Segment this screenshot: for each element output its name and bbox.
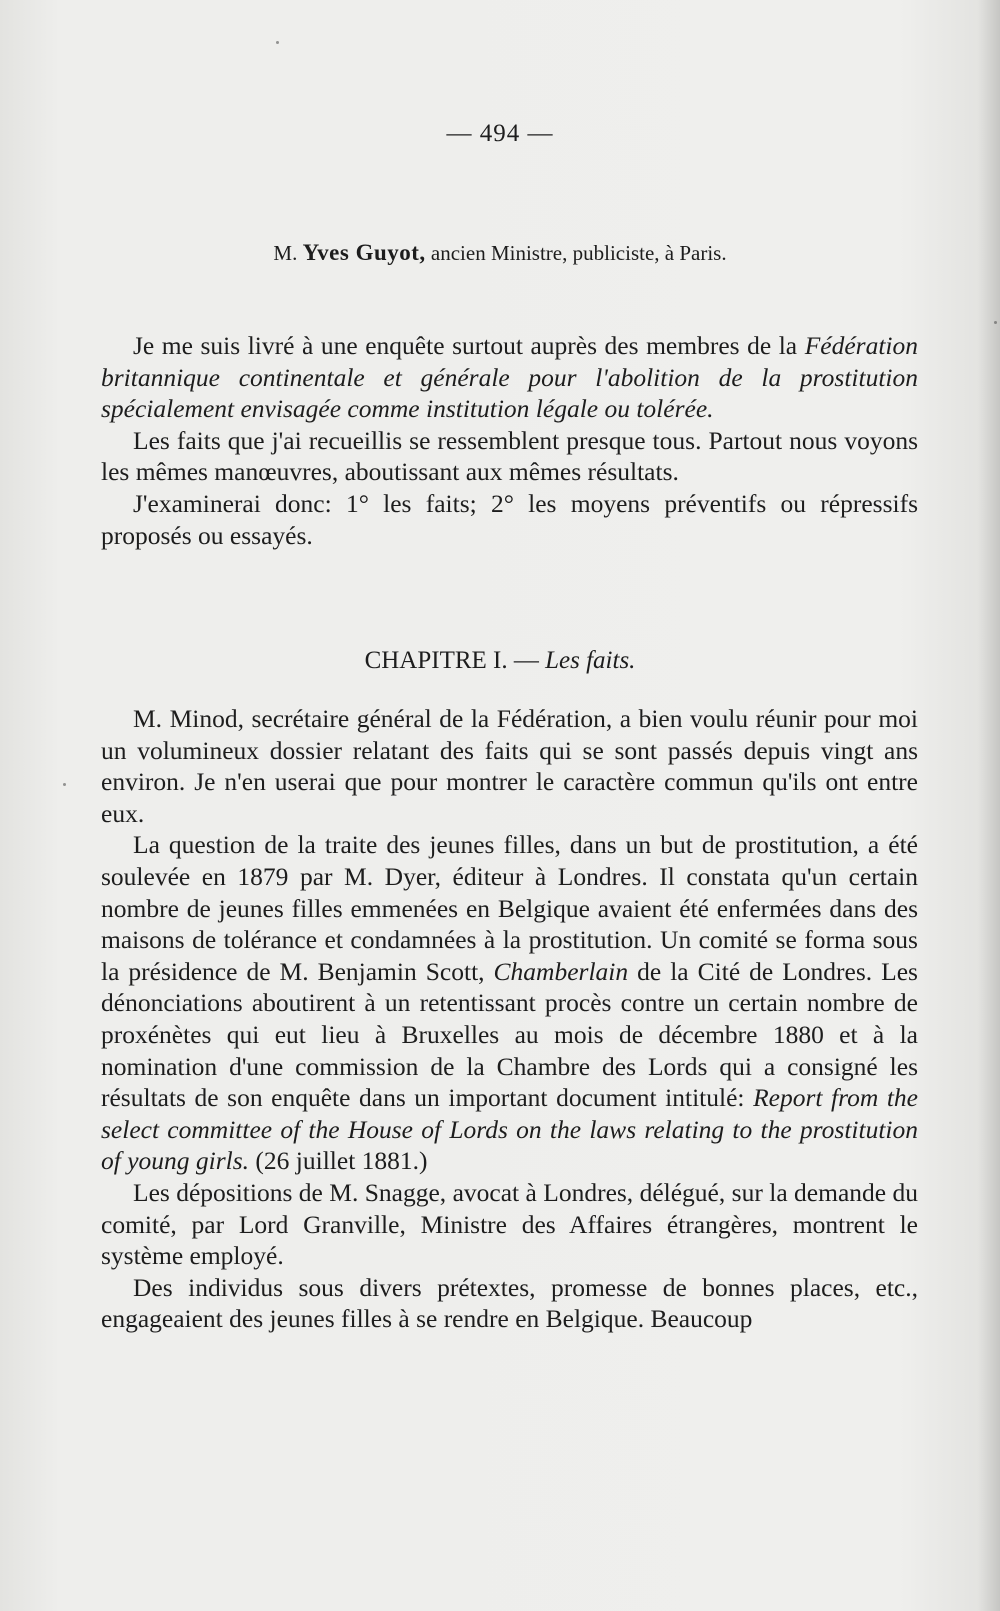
page-number: — 494 — [446, 120, 554, 147]
body-text: de la Cité de Londres. Les dénonciations aboutirent à un retentissant procès contre un certain nombre de proxénètes qui eut lieu à Bruxelles au mois de décembre 1880 et à la nomination d'une commission de la Chambre des Lords qui a consigné les résultats de son enquête dans un important document intitulé: [101, 956, 918, 1113]
intro-section [101, 330, 918, 551]
paper-speck [994, 321, 997, 324]
chapter-label: CHAPITRE I. — [364, 647, 546, 674]
intro-paragraph-2: Les faits que j'ai recueillis se ressemblent presque tous. Partout nous voyons les mêmes manœuvres, aboutissant aux mêmes résultats. [101, 425, 918, 487]
chapter-body [101, 703, 918, 1335]
paper-speck [276, 41, 279, 44]
intro-paragraph-1 [101, 330, 918, 425]
author-description: ancien Ministre, publiciste, à Paris. [430, 241, 727, 265]
body-paragraph-3: Les dépositions de M. Snagge, avocat à Londres, délégué, sur la demande du comité, par Lord Granville, Ministre des Affaires étrangères, montrent le système employé. [101, 1177, 918, 1271]
author-line [0, 240, 1000, 266]
report-title: Report from the select committee of the House of Lords on the laws relating to the prostitution of young girls. [101, 1083, 918, 1176]
body-paragraph-1: M. Minod, secrétaire général de la Fédération, a bien voulu réunir pour moi un volumineux dossier relatant des faits qui se sont passés depuis vingt ans environ. Je n'en userai que pour montrer le caractère commun qu'ils ont entre eux. [101, 704, 918, 828]
federation-title: Fédération britannique continentale et générale pour l'abolition de la prostitution spécialement envisagée comme institution légale ou tolérée. [101, 331, 918, 424]
intro-paragraph-3: J'examinerai donc: 1° les faits; 2° les moyens préventifs ou répressifs proposés ou essayés. [101, 488, 918, 550]
author-prefix: M. [273, 241, 298, 265]
body-text: La question de la traite des jeunes filles, dans un but de prostitution, a été soulevée en 1879 par M. Dyer, éditeur à Londres. Il constata qu'un certain nombre de jeunes filles emmenées en Belgique avaient été enfermées dans des maisons de tolérance et condamnées à la prostitution. Un comité se forma sous la présidence de M. Benjamin Scott, [101, 830, 918, 986]
body-paragraph-4: Des individus sous divers prétextes, promesse de bonnes places, etc., engageaient des jeunes filles à se rendre en Belgique. Beaucoup [101, 1272, 918, 1334]
intro-text: Je me suis livré à une enquête surtout auprès des membres de la [133, 331, 805, 360]
author-name: Yves Guyot, [302, 240, 426, 265]
chapter-heading [0, 647, 1000, 675]
chamberlain-title: Chamberlain [493, 956, 629, 986]
body-paragraph-2 [101, 829, 918, 1177]
body-text: (26 juillet 1881.) [249, 1146, 428, 1176]
chapter-title: Les faits. [545, 647, 636, 674]
paper-speck [63, 783, 66, 786]
